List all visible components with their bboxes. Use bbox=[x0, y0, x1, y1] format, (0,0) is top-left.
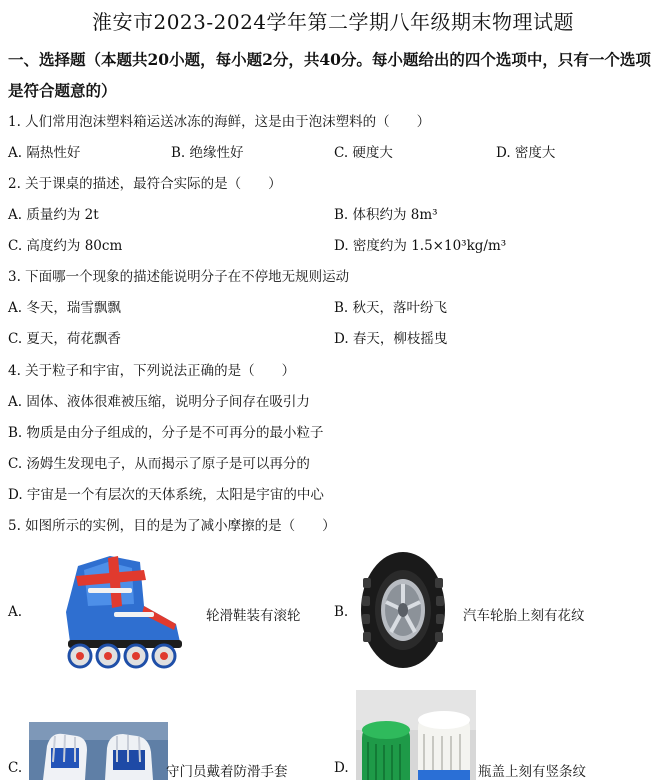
q3-option-a[interactable]: A. 冬天，瑞雪飘飘 bbox=[8, 300, 121, 316]
q4-option-c[interactable]: C. 汤姆生发现电子，从而揭示了原子是可以再分的 bbox=[8, 456, 310, 472]
car-tire-image[interactable] bbox=[357, 548, 449, 672]
q3-option-d[interactable]: D. 春天，柳枝摇曳 bbox=[334, 331, 448, 347]
q5-option-b-letter[interactable]: B. bbox=[334, 604, 349, 620]
q1-option-b[interactable]: B. 绝缘性好 bbox=[171, 145, 244, 161]
q5-option-c-letter[interactable]: C. bbox=[8, 760, 23, 776]
question-4-stem: 4. 关于粒子和宇宙，下列说法正确的是（ ） bbox=[8, 363, 296, 379]
q4-option-d[interactable]: D. 宇宙是一个有层次的天体系统，太阳是宇宙的中心 bbox=[8, 487, 324, 503]
q5-option-d-letter[interactable]: D. bbox=[334, 760, 349, 776]
q2-option-c[interactable]: C. 高度约为 80cm bbox=[8, 238, 123, 254]
q2-option-b[interactable]: B. 体积约为 8m³ bbox=[334, 207, 438, 223]
q5-option-a-letter[interactable]: A. bbox=[8, 604, 23, 620]
q1-option-d[interactable]: D. 密度大 bbox=[496, 145, 556, 161]
roller-skate-image[interactable] bbox=[48, 546, 188, 672]
q3-option-b[interactable]: B. 秋天，落叶纷飞 bbox=[334, 300, 448, 316]
goalkeeper-gloves-image[interactable] bbox=[29, 722, 168, 780]
q5-option-a-caption: 轮滑鞋装有滚轮 bbox=[206, 608, 301, 624]
page-title: 淮安市2023-2024学年第二学期八年级期末物理试题 bbox=[91, 10, 575, 34]
question-5-stem: 5. 如图所示的实例，目的是为了减小摩擦的是（ ） bbox=[8, 518, 336, 534]
q3-option-c[interactable]: C. 夏天，荷花飘香 bbox=[8, 331, 121, 347]
q4-option-a[interactable]: A. 固体、液体很难被压缩，说明分子间存在吸引力 bbox=[8, 394, 310, 410]
bottle-cap-image[interactable] bbox=[356, 690, 476, 780]
question-3-stem: 3. 下面哪一个现象的描述能说明分子在不停地无规则运动 bbox=[8, 269, 350, 285]
q5-option-b-caption: 汽车轮胎上刻有花纹 bbox=[463, 608, 585, 624]
question-1-stem: 1. 人们常用泡沫塑料箱运送冰冻的海鲜，这是由于泡沫塑料的（ ） bbox=[8, 114, 431, 130]
q2-option-d[interactable]: D. 密度约为 1.5×10³kg/m³ bbox=[334, 238, 507, 254]
q5-option-c-caption: 守门员戴着防滑手套 bbox=[166, 764, 288, 780]
section-heading: 一、选择题（本题共20小题，每小题2分，共40分。每小题给出的四个选项中，只有一个选项是符合题意的） bbox=[8, 50, 651, 100]
q5-option-d-caption: 瓶盖上刻有竖条纹 bbox=[478, 764, 586, 780]
q2-option-a[interactable]: A. 质量约为 2t bbox=[8, 207, 99, 223]
q1-option-a[interactable]: A. 隔热性好 bbox=[8, 145, 81, 161]
q1-option-c[interactable]: C. 硬度大 bbox=[334, 145, 393, 161]
q4-option-b[interactable]: B. 物质是由分子组成的，分子是不可再分的最小粒子 bbox=[8, 425, 324, 441]
question-2-stem: 2. 关于课桌的描述，最符合实际的是（ ） bbox=[8, 176, 282, 192]
